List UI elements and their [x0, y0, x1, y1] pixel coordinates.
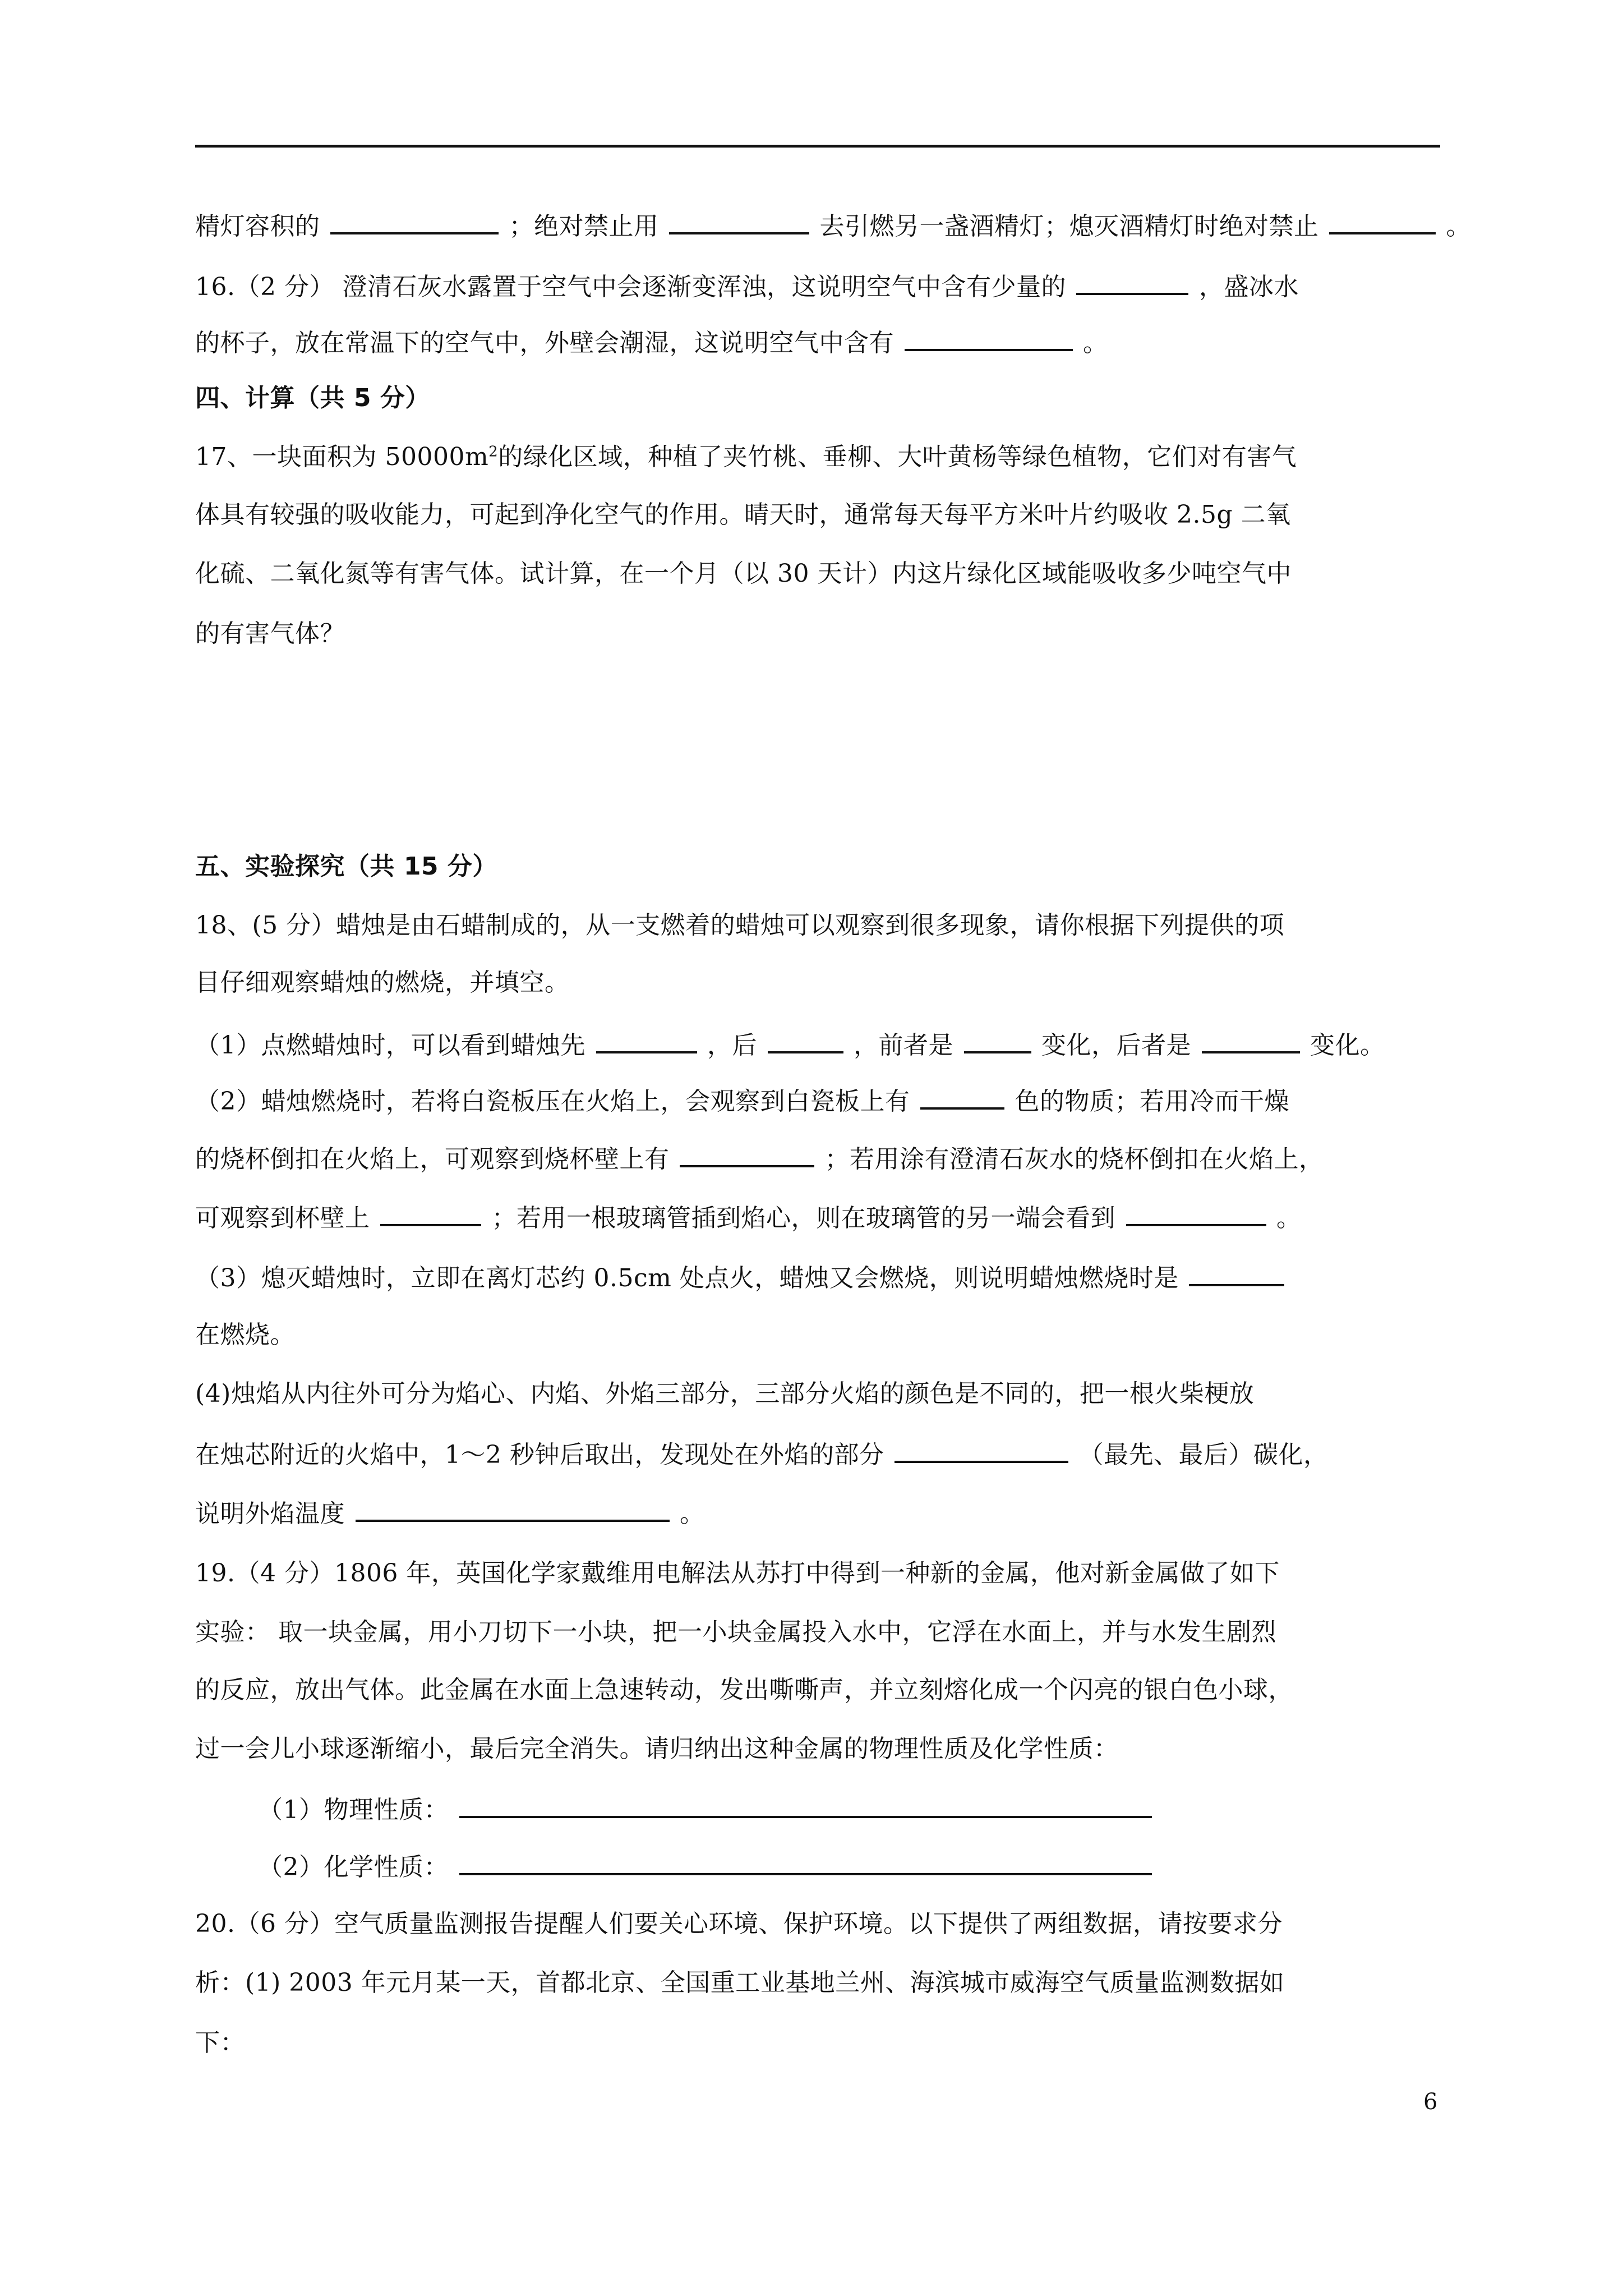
- question-18-part-4-line-3: [195, 1495, 705, 1529]
- question-19-line-4: 过一会儿小球逐渐缩小，最后完全消失。请归纳出这种金属的物理性质及化学性质：: [195, 1734, 1119, 1763]
- answer-blank[interactable]: [768, 1027, 843, 1053]
- text: （2）蜡烛燃烧时，若将白瓷板压在火焰上，会观察到白瓷板上有: [195, 1087, 910, 1116]
- answer-blank[interactable]: [1202, 1027, 1300, 1053]
- question-19-part-1: [258, 1791, 1154, 1825]
- question-17-line-1: [195, 440, 1297, 474]
- question-17-line-2: 体具有较强的吸收能力，可起到净化空气的作用。晴天时，通常每天每平方米叶片约吸收 2.5g 二氧: [195, 500, 1291, 529]
- text: ；绝对禁止用: [509, 212, 659, 241]
- text: （1）物理性质：: [258, 1796, 449, 1824]
- text: ，盛冰水: [1198, 273, 1299, 301]
- question-19-line-1: 19.（4 分）1806 年，英国化学家戴维用电解法从苏打中得到一种新的金属，他对新金属做了如下: [195, 1559, 1280, 1588]
- question-18-part-4-line-1: (4)烛焰从内往外可分为焰心、内焰、外焰三部分，三部分火焰的颜色是不同的，把一根火柴梗放: [195, 1379, 1255, 1408]
- text: 17、一块面积为 50000m: [195, 443, 489, 471]
- question-18-part-1: [195, 1027, 1385, 1060]
- answer-blank[interactable]: [1189, 1259, 1284, 1286]
- text: 可观察到杯壁上: [195, 1204, 370, 1232]
- text: 。: [1276, 1204, 1302, 1232]
- answer-blank[interactable]: [669, 208, 809, 234]
- answer-blank[interactable]: [964, 1027, 1031, 1053]
- text: 精灯容积的: [195, 212, 320, 241]
- text: ；若用涂有澄清石灰水的烧杯倒扣在火焰上，: [824, 1145, 1324, 1174]
- answer-blank[interactable]: [459, 1848, 1152, 1875]
- question-18-line-1: 18、(5 分）蜡烛是由石蜡制成的，从一支燃着的蜡烛可以观察到很多现象，请你根据下列提供的项: [195, 911, 1285, 940]
- answer-blank[interactable]: [920, 1083, 1004, 1110]
- section-5-heading: 五、实验探究（共 15 分）: [195, 852, 497, 881]
- answer-blank[interactable]: [459, 1791, 1152, 1818]
- text: 变化，后者是: [1041, 1031, 1191, 1060]
- page-number: 6: [1423, 2089, 1438, 2115]
- text: 16.（2 分） 澄清石灰水露置于空气中会逐渐变浑浊，这说明空气中含有少量的: [195, 273, 1066, 301]
- question-17-line-4: 的有害气体？: [195, 619, 345, 648]
- question-18-part-2-line-1: [195, 1083, 1289, 1116]
- question-20-line-3: 下：: [195, 2028, 245, 2057]
- text: 。: [680, 1499, 705, 1528]
- text: 的绿化区域，种植了夹竹桃、垂柳、大叶黄杨等绿色植物，它们对有害气: [498, 443, 1297, 471]
- answer-blank[interactable]: [1076, 268, 1188, 295]
- header-rule: [195, 145, 1440, 148]
- answer-blank[interactable]: [905, 324, 1073, 351]
- text: （2）化学性质：: [258, 1853, 449, 1881]
- text: 。: [1083, 329, 1108, 357]
- question-19-line-2: 实验： 取一块金属，用小刀切下一小块，把一小块金属投入水中，它浮在水面上，并与水发生剧烈: [195, 1618, 1276, 1646]
- text: 的杯子，放在常温下的空气中，外壁会潮湿，这说明空气中含有: [195, 329, 894, 357]
- text: 色的物质；若用冷而干燥: [1015, 1087, 1289, 1116]
- answer-blank[interactable]: [330, 208, 499, 234]
- question-19-line-3: 的反应，放出气体。此金属在水面上急速转动，发出嘶嘶声，并立刻熔化成一个闪亮的银白色小球，: [195, 1676, 1293, 1704]
- text: ，后: [707, 1031, 757, 1060]
- question-20-line-1: 20.（6 分）空气质量监测报告提醒人们要关心环境、保护环境。以下提供了两组数据，请按要求分: [195, 1910, 1283, 1938]
- question-18-line-2: 目仔细观察蜡烛的燃烧，并填空。: [195, 968, 570, 997]
- question-18-part-2-line-3: [195, 1199, 1302, 1233]
- question-18-part-4-line-2: [195, 1436, 1328, 1470]
- answer-blank[interactable]: [596, 1027, 697, 1053]
- answer-blank[interactable]: [680, 1140, 814, 1167]
- text: （最先、最后）碳化，: [1078, 1441, 1329, 1469]
- section-4-heading: 四、计算（共 5 分）: [195, 384, 430, 412]
- answer-blank[interactable]: [356, 1495, 670, 1522]
- text: 说明外焰温度: [195, 1499, 345, 1528]
- text: ；若用一根玻璃管插到焰心，则在玻璃管的另一端会看到: [491, 1204, 1115, 1232]
- question-16-line-1: [195, 268, 1299, 302]
- text: 的烧杯倒扣在火焰上，可观察到烧杯壁上有: [195, 1145, 670, 1174]
- text: 去引燃另一盏酒精灯；熄灭酒精灯时绝对禁止: [819, 212, 1319, 241]
- text: 在烛芯附近的火焰中，1～2 秒钟后取出，发现处在外焰的部分: [195, 1441, 884, 1469]
- question-18-part-3-line-2: 在燃烧。: [195, 1320, 295, 1349]
- question-18-part-3-line-1: [195, 1259, 1287, 1293]
- answer-blank[interactable]: [1329, 208, 1436, 234]
- text: （3）熄灭蜡烛时，立即在离灯芯约 0.5cm 处点火，蜡烛又会燃烧，则说明蜡烛燃烧时是: [195, 1264, 1179, 1292]
- question-17-line-3: 化硫、二氧化氮等有害气体。试计算，在一个月（以 30 天计）内这片绿化区域能吸收多少吨空气中: [195, 559, 1292, 588]
- question-16-line-2: [195, 324, 1108, 358]
- question-20-line-2: 析：(1) 2003 年元月某一天，首都北京、全国重工业基地兰州、海滨城市威海空气质量监测数据如: [195, 1968, 1285, 1997]
- answer-blank[interactable]: [1126, 1199, 1266, 1226]
- line-q15-continued: [195, 208, 1471, 241]
- answer-blank[interactable]: [895, 1436, 1068, 1463]
- text: ，前者是: [854, 1031, 953, 1060]
- text: （1）点燃蜡烛时，可以看到蜡烛先: [195, 1031, 585, 1060]
- question-19-part-2: [258, 1848, 1154, 1882]
- answer-blank[interactable]: [380, 1199, 481, 1226]
- text: 。: [1446, 212, 1471, 241]
- text: 变化。: [1310, 1031, 1385, 1060]
- question-18-part-2-line-2: [195, 1140, 1324, 1174]
- superscript: 2: [488, 443, 499, 461]
